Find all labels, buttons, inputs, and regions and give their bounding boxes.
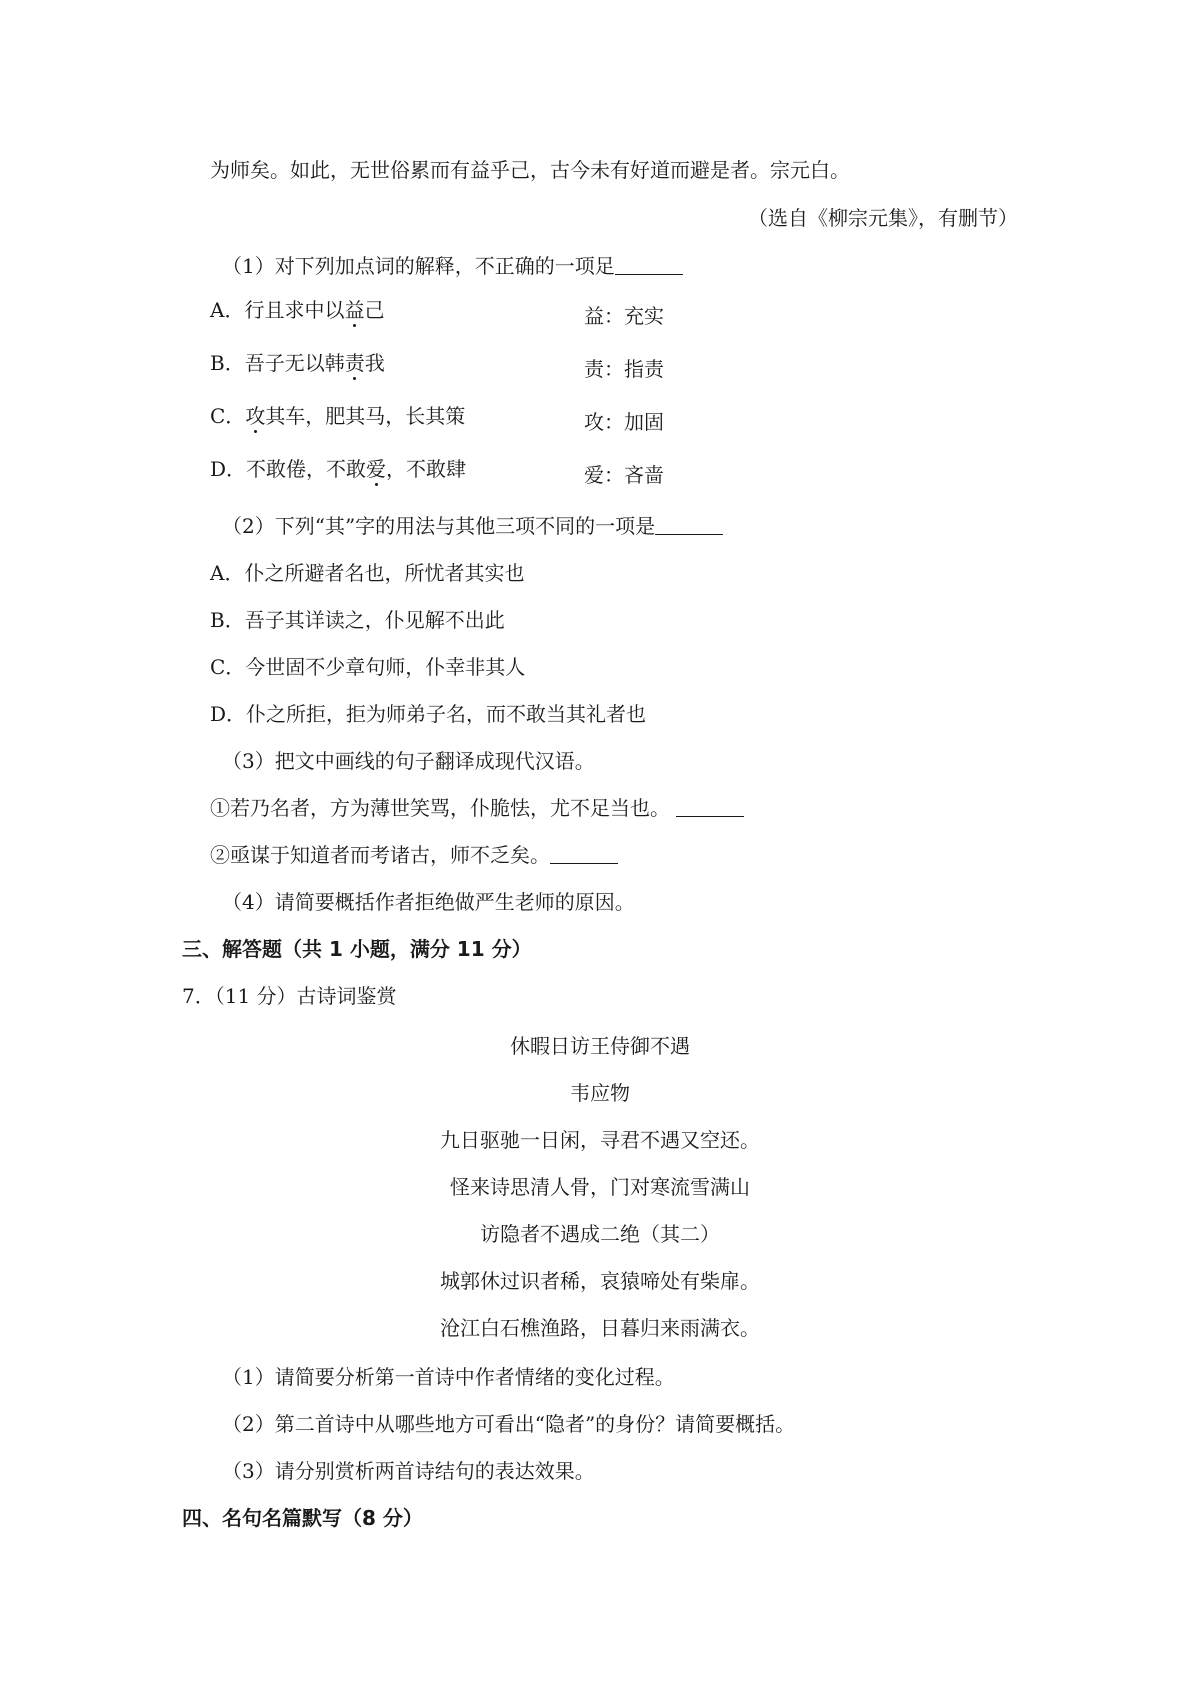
option-text: C． [210,404,246,428]
answer-blank [550,845,618,864]
poem-1-title: 休暇日访王侍御不遇 [510,1034,690,1058]
option-text: 其车，肥其马，长其策 [265,404,466,428]
q2-option-c: C．今世固不少章句师，仆幸非其人 [210,655,526,679]
question-7-3: （3）请分别赏析两首诗结句的表达效果。 [222,1459,595,1483]
answer-blank [676,798,744,817]
question-7-heading: 7．（11 分）古诗词鉴赏 [182,984,397,1008]
poem-2-title: 访隐者不遇成二绝（其二） [480,1222,720,1246]
option-text: ，不敢肆 [386,457,467,481]
question-1-stem [222,256,683,276]
source-note: （选自《柳宗元集》，有删节） [748,206,1018,230]
q1-gloss-c: 攻：加固 [584,410,664,434]
poem-1-line-2: 怪来诗思清人骨，门对寒流雪满山 [450,1175,750,1199]
answer-blank [655,516,723,535]
dotted-word: 爱 [366,457,387,481]
question-7-2: （2）第二首诗中从哪些地方可看出“隐者”的身份？请简要概括。 [222,1412,796,1436]
option-text: 己 [364,298,385,322]
q2-option-b: B．吾子其详读之，仆见解不出此 [210,608,505,632]
q2-option-a: A．仆之所避者名也，所忧者其实也 [210,561,525,585]
question-4: （4）请简要概括作者拒绝做严生老师的原因。 [222,890,635,914]
dotted-word: 益 [344,298,365,322]
q2-option-d: D．仆之所拒，拒为师弟子名，而不敢当其礼者也 [210,702,647,726]
poem-2-line-1: 城郭休过识者稀，哀猿啼处有柴扉。 [440,1269,760,1293]
sentence-text: ①若乃名者，方为薄世笑骂，仆脆怯，尤不足当也。 [210,796,670,820]
dotted-word: 责 [344,351,365,375]
question-2-stem [222,516,723,536]
question-7-1: （1）请简要分析第一首诗中作者情绪的变化过程。 [222,1365,675,1389]
q1-option-b [210,353,385,373]
q3-sentence-2 [210,845,618,865]
q3-sentence-1 [210,798,744,818]
q1-gloss-d: 爱：吝啬 [584,463,664,487]
sentence-text: ②亟谋于知道者而考诸古，师不乏矣。 [210,843,550,867]
q1-gloss-b: 责：指责 [584,357,664,381]
question-2-text: （2）下列“其”字的用法与其他三项不同的一项是 [222,514,656,538]
option-text: B．吾子无以韩 [210,351,345,375]
answer-blank [615,256,683,275]
option-text: A．行且求中以 [210,298,345,322]
passage-text: 为师矣。如此，无世俗累而有益乎己，古今未有好道而避是者。宗元白。 [210,158,850,182]
question-3-stem: （3）把文中画线的句子翻译成现代汉语。 [222,749,595,773]
question-1-text: （1）对下列加点词的解释，不正确的一项足 [222,254,615,278]
section-4-heading: 四、名句名篇默写（8 分） [182,1506,423,1530]
poem-1-author: 韦应物 [570,1081,630,1105]
section-3-heading: 三、解答题（共 1 小题，满分 11 分） [182,937,532,961]
poem-1-line-1: 九日驱驰一日闲，寻君不遇又空还。 [440,1128,760,1152]
option-text: D．不敢倦，不敢 [210,457,367,481]
q1-option-a [210,300,384,320]
q1-option-c [210,406,465,426]
option-text: 我 [364,351,385,375]
q1-gloss-a: 益：充实 [584,304,664,328]
poem-2-line-2: 沧江白石樵渔路，日暮归来雨满衣。 [440,1316,760,1340]
q1-option-d [210,459,466,479]
dotted-word: 攻 [245,404,266,428]
